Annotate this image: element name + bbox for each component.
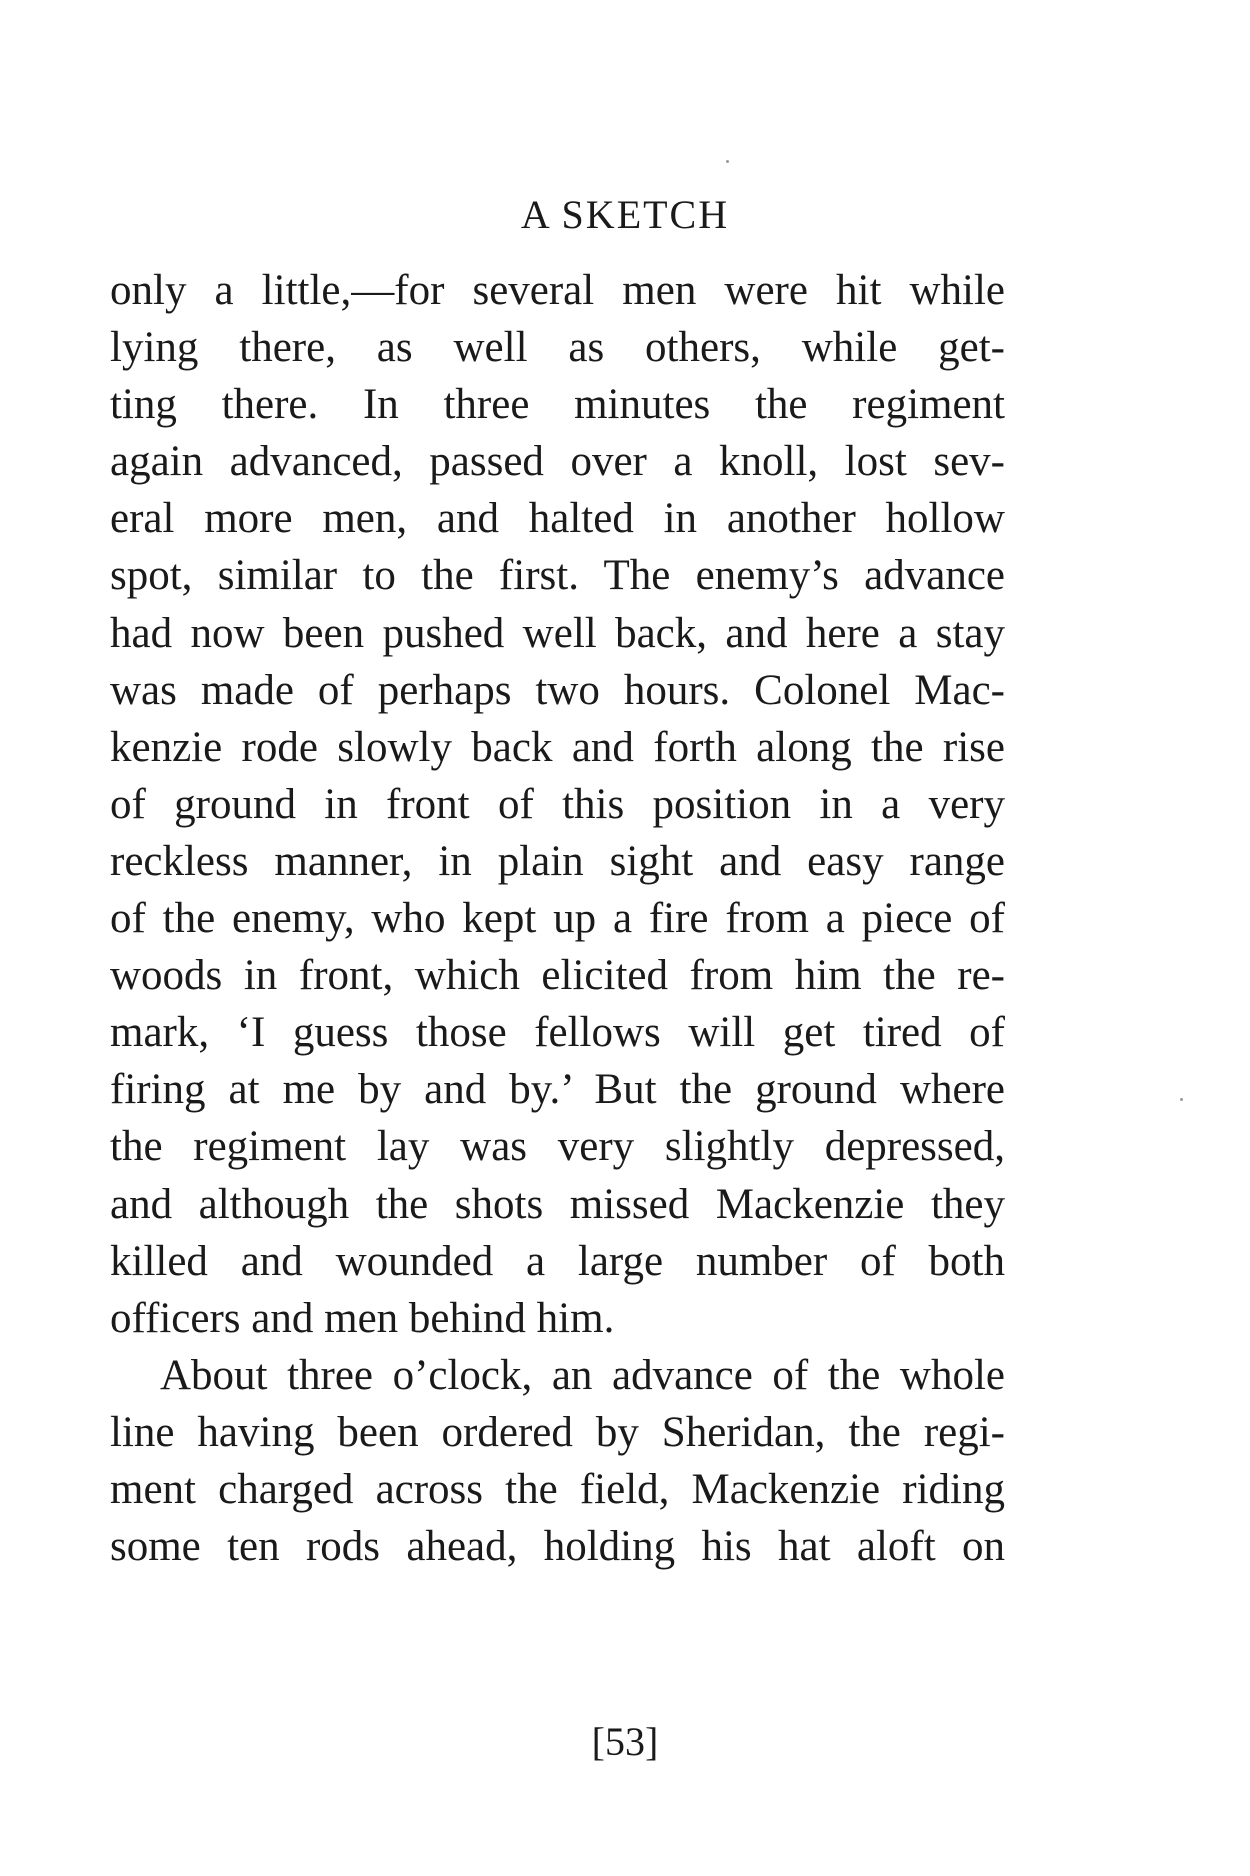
body-text [110, 262, 1005, 1575]
text-line: was made of perhaps two hours. Colonel Mac- [110, 666, 1005, 714]
paragraph [110, 1347, 1005, 1575]
text-line: spot, similar to the first. The enemy’s advance [110, 552, 1005, 600]
text-line: line having been ordered by Sheridan, the regi- [110, 1408, 1005, 1456]
paper-speck [726, 160, 729, 163]
text-line: woods in front, which elicited from him the re- [110, 952, 1005, 1000]
text-line: eral more men, and halted in another hollow [110, 495, 1005, 543]
page-number: [53] [591, 1719, 659, 1764]
text-line: officers and men behind him. [110, 1294, 615, 1342]
text-line: some ten rods ahead, holding his hat aloft on [110, 1523, 1005, 1571]
text-line: mark, ‘I guess those fellows will get tired of [110, 1009, 1005, 1057]
text-line: and although the shots missed Mackenzie they [110, 1180, 1005, 1228]
text-line: kenzie rode slowly back and forth along the rise [110, 723, 1005, 771]
text-line: of ground in front of this position in a very [110, 780, 1005, 828]
text-line: firing at me by and by.’ But the ground where [110, 1066, 1005, 1114]
text-line: again advanced, passed over a knoll, lost sev- [110, 438, 1005, 486]
paper-speck [1180, 1098, 1183, 1101]
text-line: of the enemy, who kept up a fire from a piece of [110, 895, 1005, 943]
text-line: had now been pushed well back, and here a stay [110, 609, 1005, 657]
text-line: only a little,—for several men were hit while [110, 267, 1005, 314]
text-line: killed and wounded a large number of both [110, 1237, 1005, 1285]
text-line: ment charged across the field, Mackenzie riding [110, 1465, 1005, 1513]
running-head: A SKETCH [520, 192, 730, 237]
text-line: ting there. In three minutes the regiment [110, 381, 1005, 429]
text-line: reckless manner, in plain sight and easy range [110, 837, 1005, 885]
text-line: lying there, as well as others, while get- [110, 324, 1005, 372]
paragraph [110, 262, 1005, 1347]
text-line: the regiment lay was very slightly depressed, [110, 1123, 1005, 1171]
text-line: About three o’clock, an advance of the whole [160, 1351, 1005, 1399]
